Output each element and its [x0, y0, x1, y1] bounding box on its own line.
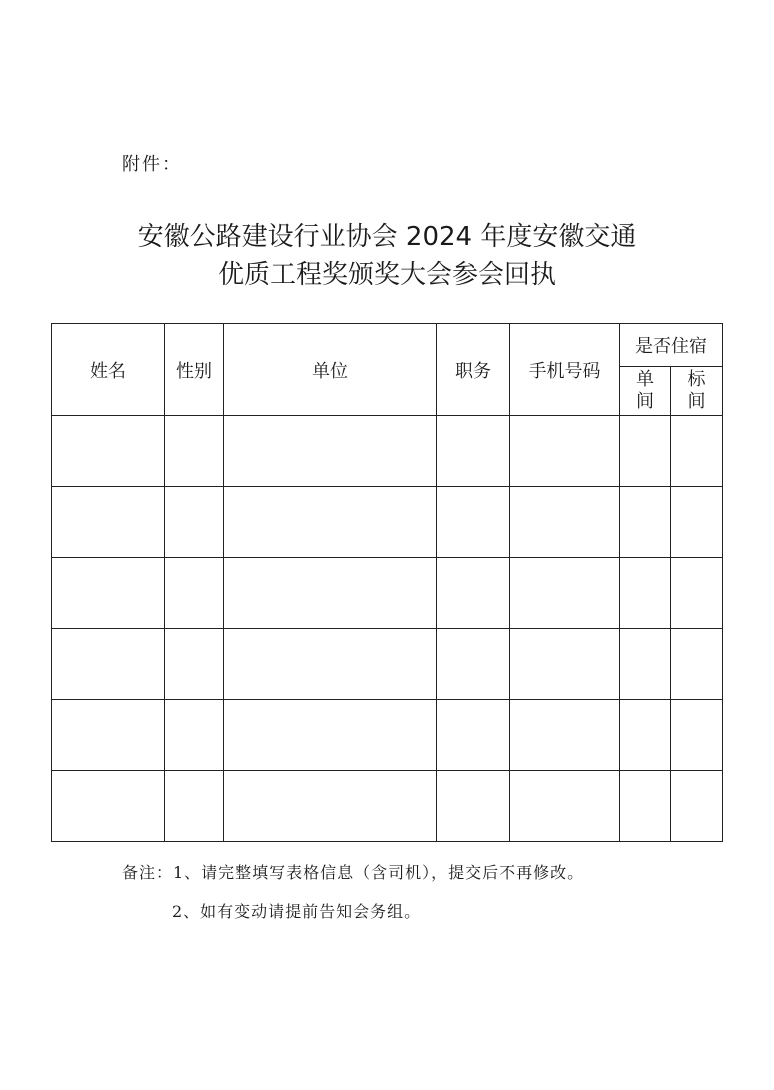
- header-standard-room: 标间: [671, 367, 723, 416]
- note-line-1: 备注：1、请完整填写表格信息（含司机），提交后不再修改。: [122, 863, 585, 882]
- table-row: [52, 771, 723, 842]
- cell-phone[interactable]: [510, 558, 620, 629]
- cell-unit[interactable]: [224, 771, 437, 842]
- cell-name[interactable]: [52, 700, 165, 771]
- cell-unit[interactable]: [224, 487, 437, 558]
- cell-unit[interactable]: [224, 700, 437, 771]
- header-row: [52, 324, 723, 367]
- cell-name[interactable]: [52, 416, 165, 487]
- cell-name[interactable]: [52, 771, 165, 842]
- cell-gender[interactable]: [165, 487, 224, 558]
- table-row: [52, 700, 723, 771]
- cell-position[interactable]: [437, 558, 510, 629]
- cell-gender[interactable]: [165, 416, 224, 487]
- title-line-2: 优质工程奖颁奖大会参会回执: [217, 260, 556, 290]
- cell-single-room[interactable]: [620, 487, 671, 558]
- cell-standard-room[interactable]: [671, 558, 723, 629]
- cell-standard-room[interactable]: [671, 771, 723, 842]
- cell-phone[interactable]: [510, 416, 620, 487]
- cell-gender[interactable]: [165, 700, 224, 771]
- cell-gender[interactable]: [165, 558, 224, 629]
- cell-position[interactable]: [437, 487, 510, 558]
- table-row: [52, 487, 723, 558]
- header-phone: 手机号码: [510, 324, 620, 416]
- cell-unit[interactable]: [224, 558, 437, 629]
- cell-single-room[interactable]: [620, 416, 671, 487]
- cell-position[interactable]: [437, 416, 510, 487]
- cell-position[interactable]: [437, 771, 510, 842]
- cell-name[interactable]: [52, 487, 165, 558]
- cell-single-room[interactable]: [620, 700, 671, 771]
- cell-phone[interactable]: [510, 700, 620, 771]
- cell-name[interactable]: [52, 558, 165, 629]
- cell-standard-room[interactable]: [671, 416, 723, 487]
- cell-position[interactable]: [437, 700, 510, 771]
- cell-name[interactable]: [52, 629, 165, 700]
- cell-unit[interactable]: [224, 416, 437, 487]
- title-line-1: 安徽公路建设行业协会 2024 年度安徽交通: [137, 222, 637, 252]
- cell-phone[interactable]: [510, 487, 620, 558]
- cell-phone[interactable]: [510, 771, 620, 842]
- cell-single-room[interactable]: [620, 558, 671, 629]
- header-lodging: 是否住宿: [620, 324, 723, 367]
- header-unit: 单位: [224, 324, 437, 416]
- header-single-room: 单间: [620, 367, 671, 416]
- cell-position[interactable]: [437, 629, 510, 700]
- header-gender: 性别: [165, 324, 224, 416]
- cell-phone[interactable]: [510, 629, 620, 700]
- cell-single-room[interactable]: [620, 629, 671, 700]
- cell-standard-room[interactable]: [671, 700, 723, 771]
- header-name: 姓名: [52, 324, 165, 416]
- table-row: [52, 416, 723, 487]
- cell-gender[interactable]: [165, 629, 224, 700]
- cell-unit[interactable]: [224, 629, 437, 700]
- table-row: [52, 629, 723, 700]
- note-line-2: 2、如有变动请提前告知会务组。: [172, 902, 422, 921]
- cell-standard-room[interactable]: [671, 629, 723, 700]
- header-position: 职务: [437, 324, 510, 416]
- cell-gender[interactable]: [165, 771, 224, 842]
- cell-standard-room[interactable]: [671, 487, 723, 558]
- cell-single-room[interactable]: [620, 771, 671, 842]
- table-row: [52, 558, 723, 629]
- registration-table: [51, 323, 723, 842]
- attachment-label: 附件：: [122, 154, 182, 175]
